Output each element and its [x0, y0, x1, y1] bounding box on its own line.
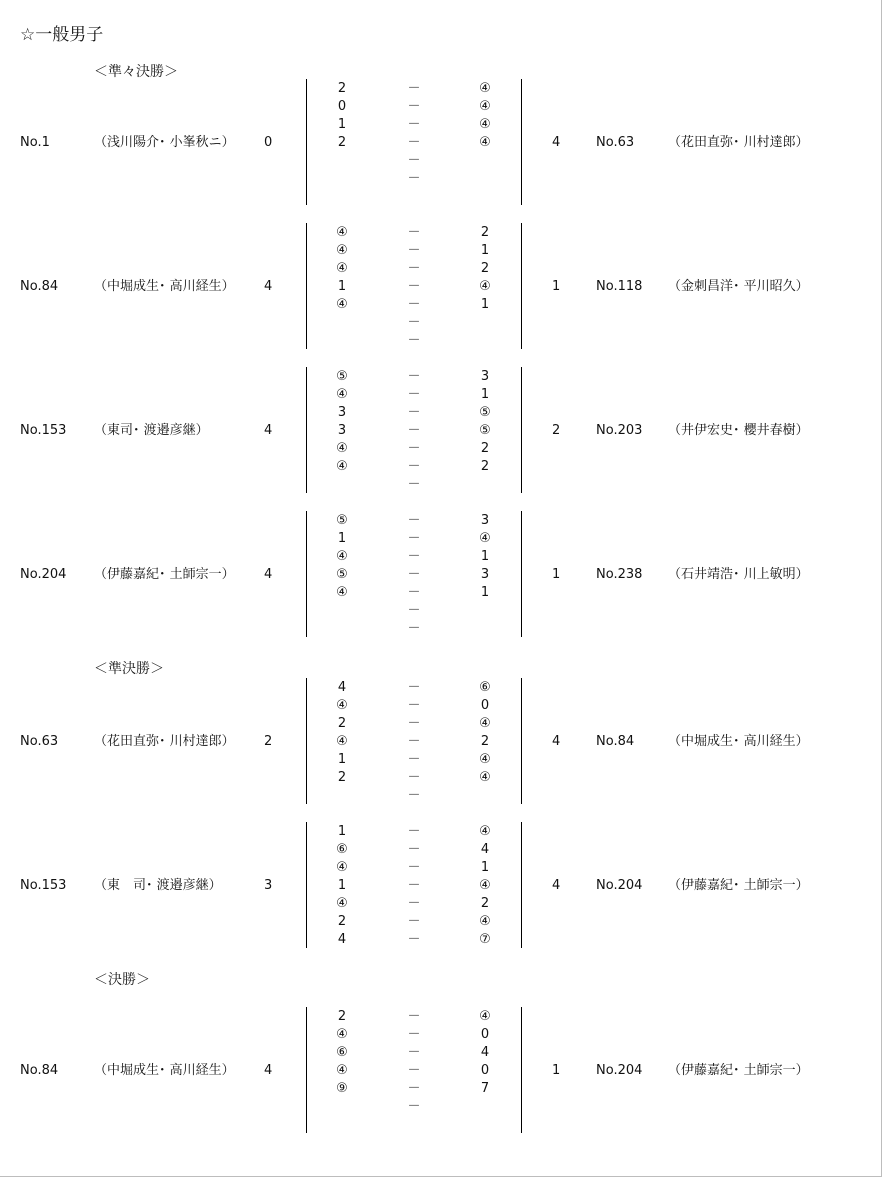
set-dash: －: [407, 369, 421, 384]
set-left-score: 1: [337, 878, 347, 893]
set-score-row: [0, 566, 883, 584]
set-dash: －: [407, 788, 421, 803]
left-team-names: （中堀成生･ 高川経生）: [94, 279, 235, 294]
set-right-score: 2: [480, 441, 490, 456]
set-left-score: 1: [337, 824, 347, 839]
right-team-names: （井伊宏史･ 櫻井春樹）: [668, 423, 809, 438]
set-right-score: ④: [479, 1009, 491, 1024]
set-dash: －: [407, 932, 421, 947]
set-score-row: [0, 751, 883, 769]
set-right-score: 2: [480, 261, 490, 276]
set-score-row: [0, 314, 883, 332]
set-dash: －: [407, 567, 421, 582]
set-left-score: ④: [336, 261, 348, 276]
set-score-row: [0, 152, 883, 170]
set-right-score: 2: [480, 734, 490, 749]
page-title: ☆一般男子: [20, 25, 104, 45]
set-left-score: ⑨: [336, 1081, 348, 1096]
set-score-row: [0, 823, 883, 841]
set-score-row: [0, 1044, 883, 1062]
set-dash: －: [407, 585, 421, 600]
set-right-score: 3: [480, 369, 490, 384]
match-block: [0, 678, 883, 804]
set-left-score: ④: [336, 896, 348, 911]
set-score-row: [0, 368, 883, 386]
set-left-score: ④: [336, 225, 348, 240]
set-left-score: 2: [337, 914, 347, 929]
right-match-score: 1: [552, 1063, 561, 1078]
round-label: ＜準決勝＞: [94, 661, 164, 677]
set-right-score: 0: [480, 1027, 490, 1042]
match-block: [0, 223, 883, 349]
set-left-score: 1: [337, 117, 347, 132]
set-right-score: ④: [479, 752, 491, 767]
set-dash: －: [407, 621, 421, 636]
set-dash: －: [407, 1009, 421, 1024]
set-right-score: ④: [479, 117, 491, 132]
set-score-row: [0, 98, 883, 116]
set-right-score: 4: [480, 1045, 490, 1060]
set-dash: －: [407, 279, 421, 294]
match-block: [0, 367, 883, 493]
set-score-row: [0, 278, 883, 296]
set-left-score: ⑤: [336, 513, 348, 528]
left-match-score: 0: [264, 135, 273, 150]
right-player-number: No.84: [596, 734, 635, 749]
set-left-score: ④: [336, 698, 348, 713]
set-dash: －: [407, 81, 421, 96]
set-left-score: ④: [336, 549, 348, 564]
set-dash: －: [407, 315, 421, 330]
right-team-names: （花田直弥･ 川村達郎）: [668, 135, 809, 150]
set-right-score: ④: [479, 531, 491, 546]
round-label: ＜決勝＞: [94, 972, 150, 988]
set-right-score: ④: [479, 716, 491, 731]
set-right-score: ④: [479, 824, 491, 839]
set-right-score: 3: [480, 567, 490, 582]
set-right-score: 3: [480, 513, 490, 528]
right-player-number: No.204: [596, 1063, 643, 1078]
set-score-row: [0, 116, 883, 134]
set-left-score: 4: [337, 932, 347, 947]
right-match-score: 4: [552, 135, 561, 150]
set-left-score: 1: [337, 531, 347, 546]
right-team-names: （金刺昌洋･ 平川昭久）: [668, 279, 809, 294]
set-right-score: 0: [480, 698, 490, 713]
set-right-score: ④: [479, 770, 491, 785]
right-match-score: 1: [552, 567, 561, 582]
set-right-score: ④: [479, 135, 491, 150]
left-match-score: 4: [264, 423, 273, 438]
set-score-row: [0, 170, 883, 188]
set-right-score: ④: [479, 279, 491, 294]
right-player-number: No.118: [596, 279, 643, 294]
set-dash: －: [407, 171, 421, 186]
set-left-score: 2: [337, 135, 347, 150]
set-score-row: [0, 859, 883, 877]
set-right-score: 1: [480, 387, 490, 402]
set-score-row: [0, 584, 883, 602]
set-left-score: 2: [337, 770, 347, 785]
set-dash: －: [407, 135, 421, 150]
set-score-row: [0, 602, 883, 620]
left-player-number: No.63: [20, 734, 59, 749]
set-dash: －: [407, 770, 421, 785]
set-score-row: [0, 224, 883, 242]
set-right-score: ④: [479, 878, 491, 893]
set-left-score: 2: [337, 1009, 347, 1024]
set-dash: －: [407, 549, 421, 564]
left-player-number: No.84: [20, 1063, 59, 1078]
left-team-names: （東 司･ 渡邉彦継）: [94, 878, 222, 893]
set-score-row: [0, 1098, 883, 1116]
set-dash: －: [407, 842, 421, 857]
set-dash: －: [407, 261, 421, 276]
right-team-names: （石井靖浩･ 川上敏明）: [668, 567, 809, 582]
set-right-score: 4: [480, 842, 490, 857]
set-right-score: 2: [480, 459, 490, 474]
set-score-row: [0, 931, 883, 949]
set-dash: －: [407, 1081, 421, 1096]
set-right-score: ④: [479, 914, 491, 929]
set-dash: －: [407, 513, 421, 528]
left-team-names: （東司･ 渡邉彦継）: [94, 423, 209, 438]
set-right-score: 1: [480, 585, 490, 600]
set-left-score: 2: [337, 716, 347, 731]
set-score-row: [0, 769, 883, 787]
set-right-score: ⑦: [479, 932, 491, 947]
left-match-score: 2: [264, 734, 273, 749]
set-left-score: ④: [336, 1063, 348, 1078]
set-left-score: ④: [336, 585, 348, 600]
set-score-row: [0, 458, 883, 476]
set-left-score: ④: [336, 243, 348, 258]
set-right-score: 2: [480, 896, 490, 911]
set-left-score: 1: [337, 279, 347, 294]
left-team-names: （浅川陽介･ 小峯秋ニ）: [94, 135, 235, 150]
set-dash: －: [407, 698, 421, 713]
right-player-number: No.238: [596, 567, 643, 582]
set-dash: －: [407, 878, 421, 893]
set-dash: －: [407, 225, 421, 240]
set-left-score: 3: [337, 423, 347, 438]
set-dash: －: [407, 752, 421, 767]
left-player-number: No.204: [20, 567, 67, 582]
set-score-row: [0, 787, 883, 805]
set-dash: －: [407, 297, 421, 312]
right-match-score: 4: [552, 878, 561, 893]
set-score-row: [0, 841, 883, 859]
set-score-row: [0, 1008, 883, 1026]
set-dash: －: [407, 680, 421, 695]
set-score-row: [0, 260, 883, 278]
set-score-row: [0, 1080, 883, 1098]
set-score-row: [0, 512, 883, 530]
set-score-row: [0, 242, 883, 260]
set-score-row: [0, 679, 883, 697]
match-block: [0, 822, 883, 948]
set-dash: －: [407, 716, 421, 731]
left-match-score: 4: [264, 567, 273, 582]
set-dash: －: [407, 734, 421, 749]
set-left-score: ④: [336, 1027, 348, 1042]
set-score-row: [0, 476, 883, 494]
set-score-row: [0, 1026, 883, 1044]
set-score-row: [0, 404, 883, 422]
set-left-score: ④: [336, 459, 348, 474]
set-dash: －: [407, 153, 421, 168]
set-dash: －: [407, 405, 421, 420]
set-score-row: [0, 386, 883, 404]
set-right-score: ⑥: [479, 680, 491, 695]
left-player-number: No.153: [20, 423, 67, 438]
set-score-row: [0, 620, 883, 638]
set-left-score: 3: [337, 405, 347, 420]
set-dash: －: [407, 441, 421, 456]
set-dash: －: [407, 1027, 421, 1042]
set-dash: －: [407, 1099, 421, 1114]
match-block: [0, 79, 883, 205]
set-right-score: 7: [480, 1081, 490, 1096]
set-score-row: [0, 422, 883, 440]
right-team-names: （中堀成生･ 高川経生）: [668, 734, 809, 749]
set-dash: －: [407, 531, 421, 546]
set-right-score: ④: [479, 99, 491, 114]
set-right-score: 1: [480, 297, 490, 312]
right-match-score: 1: [552, 279, 561, 294]
set-left-score: ④: [336, 441, 348, 456]
set-left-score: ④: [336, 860, 348, 875]
set-score-row: [0, 440, 883, 458]
set-dash: －: [407, 914, 421, 929]
set-left-score: 1: [337, 752, 347, 767]
set-score-row: [0, 1062, 883, 1080]
left-player-number: No.153: [20, 878, 67, 893]
left-match-score: 3: [264, 878, 273, 893]
left-match-score: 4: [264, 279, 273, 294]
set-score-row: [0, 715, 883, 733]
right-match-score: 4: [552, 734, 561, 749]
set-left-score: ④: [336, 297, 348, 312]
right-team-names: （伊藤嘉紀･ 土師宗一）: [668, 878, 809, 893]
set-score-row: [0, 80, 883, 98]
set-dash: －: [407, 117, 421, 132]
set-right-score: 0: [480, 1063, 490, 1078]
set-score-row: [0, 296, 883, 314]
set-dash: －: [407, 333, 421, 348]
set-score-row: [0, 332, 883, 350]
right-team-names: （伊藤嘉紀･ 土師宗一）: [668, 1063, 809, 1078]
set-score-row: [0, 733, 883, 751]
set-left-score: ⑤: [336, 567, 348, 582]
set-dash: －: [407, 423, 421, 438]
round-label: ＜準々決勝＞: [94, 64, 178, 80]
set-right-score: 2: [480, 225, 490, 240]
left-player-number: No.1: [20, 135, 50, 150]
set-left-score: ④: [336, 734, 348, 749]
set-dash: －: [407, 824, 421, 839]
set-right-score: 1: [480, 243, 490, 258]
set-left-score: 2: [337, 81, 347, 96]
set-dash: －: [407, 477, 421, 492]
set-left-score: ⑥: [336, 1045, 348, 1060]
right-player-number: No.63: [596, 135, 635, 150]
set-score-row: [0, 530, 883, 548]
set-dash: －: [407, 459, 421, 474]
match-block: [0, 1007, 883, 1133]
left-match-score: 4: [264, 1063, 273, 1078]
set-score-row: [0, 877, 883, 895]
set-dash: －: [407, 387, 421, 402]
set-score-row: [0, 548, 883, 566]
set-score-row: [0, 134, 883, 152]
left-team-names: （花田直弥･ 川村達郎）: [94, 734, 235, 749]
set-right-score: 1: [480, 860, 490, 875]
set-dash: －: [407, 860, 421, 875]
set-dash: －: [407, 99, 421, 114]
right-player-number: No.203: [596, 423, 643, 438]
left-team-names: （中堀成生･ 高川経生）: [94, 1063, 235, 1078]
set-left-score: ⑤: [336, 369, 348, 384]
set-dash: －: [407, 1045, 421, 1060]
set-score-row: [0, 913, 883, 931]
set-left-score: ④: [336, 387, 348, 402]
set-left-score: 4: [337, 680, 347, 695]
set-score-row: [0, 697, 883, 715]
right-match-score: 2: [552, 423, 561, 438]
set-dash: －: [407, 1063, 421, 1078]
right-player-number: No.204: [596, 878, 643, 893]
set-dash: －: [407, 243, 421, 258]
set-right-score: 1: [480, 549, 490, 564]
set-right-score: ⑤: [479, 423, 491, 438]
set-right-score: ⑤: [479, 405, 491, 420]
set-score-row: [0, 895, 883, 913]
left-team-names: （伊藤嘉紀･ 土師宗一）: [94, 567, 235, 582]
left-player-number: No.84: [20, 279, 59, 294]
set-right-score: ④: [479, 81, 491, 96]
set-left-score: 0: [337, 99, 347, 114]
set-dash: －: [407, 896, 421, 911]
set-dash: －: [407, 603, 421, 618]
set-left-score: ⑥: [336, 842, 348, 857]
match-block: [0, 511, 883, 637]
